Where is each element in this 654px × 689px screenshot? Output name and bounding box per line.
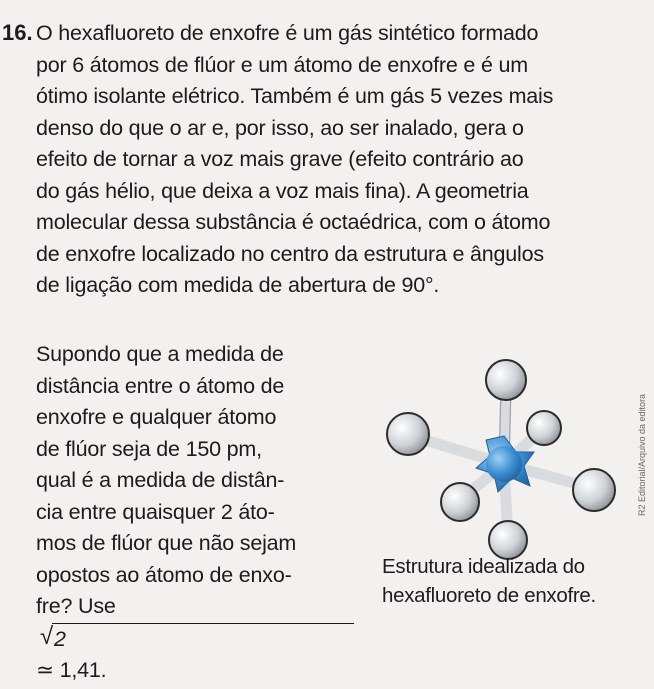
intro-line: do gás hélio, que deixa a voz mais fina). A geometria	[36, 178, 529, 203]
intro-line: denso do que o ar e, por isso, ao ser inalado, gera o	[36, 115, 524, 140]
intro-line: molecular dessa substância é octaédrica, com o átomo	[36, 210, 551, 234]
fluorine-atom-back	[527, 411, 561, 445]
intro-line: ótimo isolante elétrico. Também é um gás 5 vezes mais	[36, 84, 554, 108]
intro-line: por 6 átomos de flúor e um átomo de enxofre e é um	[36, 52, 528, 77]
sqrt-argument: 2	[52, 623, 354, 656]
body-line: enxofre e qualquer átomo	[36, 405, 277, 429]
caption-line: Estrutura idealizada do	[382, 555, 585, 578]
intro-line: de enxofre localizado no centro da estrutura e ângulos	[36, 241, 544, 266]
image-credit: R2 Editorial/Arquivo da editora	[637, 393, 647, 517]
question-number: 16.	[2, 20, 33, 45]
question-intro	[36, 18, 644, 302]
body-line: distância entre o átomo de	[36, 373, 285, 398]
body-line: de flúor seja de 150 pm,	[36, 436, 262, 461]
body-line: cia entre quaisquer 2 áto-	[36, 499, 275, 524]
sqrt-expression	[40, 623, 354, 656]
fluorine-atom-top	[486, 360, 526, 400]
figure-caption	[382, 552, 644, 610]
fluorine-atom-left	[387, 413, 429, 455]
intro-line: O hexafluoreto de enxofre é um gás sintético formado	[36, 21, 539, 45]
last-line-suffix: ≃ 1,41.	[36, 658, 107, 682]
body-line: qual é a medida de distân-	[36, 468, 285, 492]
question-body	[36, 339, 358, 687]
intro-line: efeito de tornar a voz mais grave (efeito contrário ao	[36, 147, 524, 171]
fluorine-atom-right	[573, 469, 615, 511]
body-line: mos de flúor que não sejam	[36, 531, 297, 555]
intro-line: de ligação com medida de abertura de 90°.	[36, 273, 440, 297]
radical-symbol: √	[40, 622, 53, 650]
last-line-prefix: fre? Use	[36, 594, 116, 618]
caption-line: hexafluoreto de enxofre.	[382, 584, 596, 607]
body-last-line	[36, 591, 358, 687]
body-line: Supondo que a medida de	[36, 342, 284, 366]
sf6-molecule-figure	[378, 352, 630, 562]
body-line: opostos ao átomo de enxo-	[36, 562, 292, 587]
fluorine-atom-front	[441, 483, 479, 521]
